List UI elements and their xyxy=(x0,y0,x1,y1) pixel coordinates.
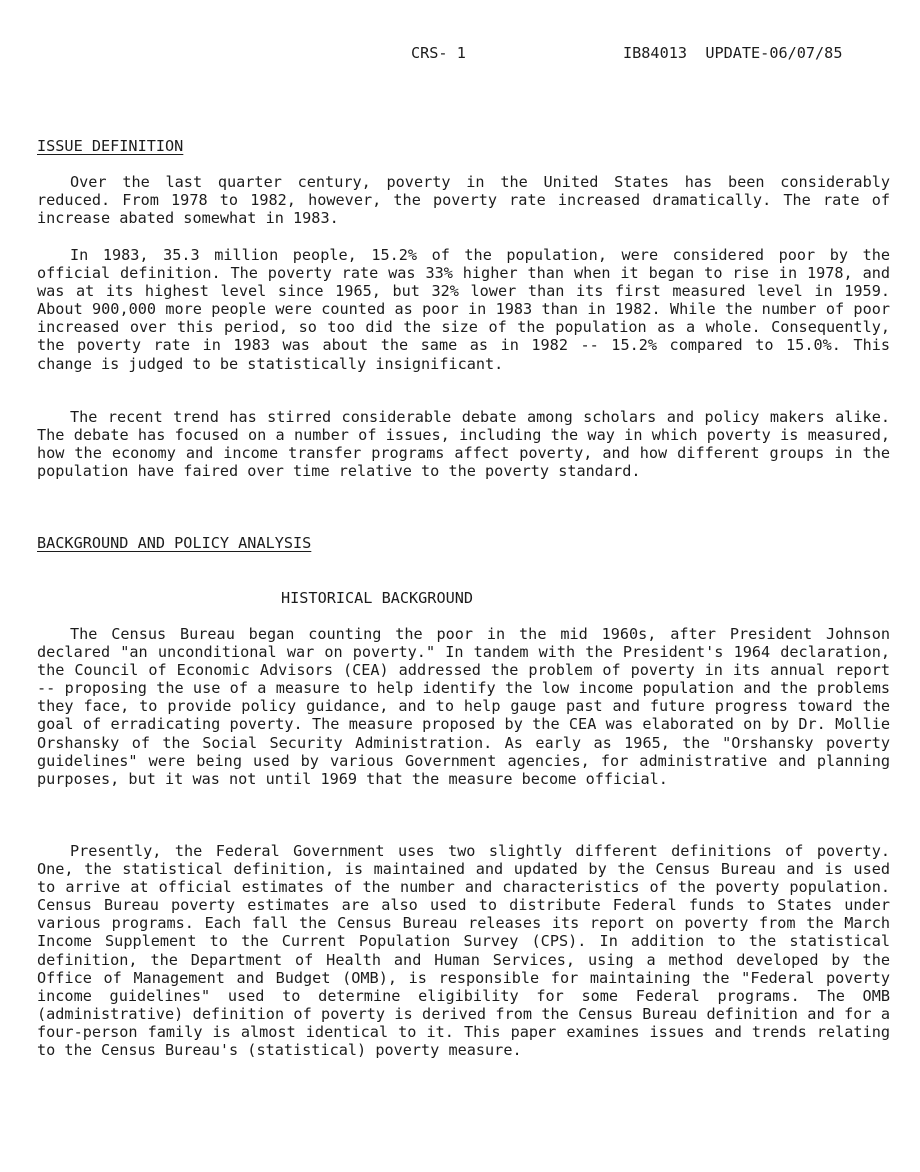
issue-paragraph-1: Over the last quarter century, poverty in the United States has been considerably reduced. From 1978 to 1982, however, the poverty rate increased dramatically. The rate of increase abated somewhat in 1983. xyxy=(37,173,890,228)
background-paragraph-2: Presently, the Federal Government uses two slightly different definitions of poverty. One, the statistical definition, is maintained and updated by the Census Bureau and is used to arrive at official estimates of the number and characteristics of the poverty population. Census Bureau poverty estimates are also used to distribute Federal funds to States under various programs. Each fall the Census Bureau releases its report on poverty from the March Income Supplement to the Current Population Survey (CPS). In addition to the statistical definition, the Department of Health and Human Services, using a method developed by the Office of Management and Budget (OMB), is responsible for maintaining the "Federal poverty income guidelines" used to determine eligibility for some Federal programs. The OMB (administrative) definition of poverty is derived from the Census Bureau definition and for a four-person family is almost identical to it. This paper examines issues and trends relating to the Census Bureau's (statistical) poverty measure. xyxy=(37,842,890,1060)
issue-paragraph-3: The recent trend has stirred considerable debate among scholars and policy makers alike. The debate has focused on a number of issues, including the way in which poverty is measured, how the economy and income transfer programs affect poverty, and how different groups in the population have faired over time relative to the poverty standard. xyxy=(37,408,890,481)
issue-definition-heading: ISSUE DEFINITION xyxy=(37,137,184,155)
background-heading: BACKGROUND AND POLICY ANALYSIS xyxy=(37,534,312,552)
document-id: IB84013 xyxy=(623,44,688,62)
document-id-header xyxy=(623,44,842,62)
update-date: UPDATE-06/07/85 xyxy=(705,44,843,62)
page-label: CRS- 1 xyxy=(411,44,466,62)
background-paragraph-1: The Census Bureau began counting the poor in the mid 1960s, after President Johnson declared "an unconditional war on poverty." In tandem with the President's 1964 declaration, the Council of Economic Advisors (CEA) addressed the problem of poverty in its annual report -- proposing the use of a measure to help identify the low income population and the problems they face, to provide policy guidance, and to help gauge past and future progress toward the goal of erradicating poverty. The measure proposed by the CEA was elaborated on by Dr. Mollie Orshansky of the Social Security Administration. As early as 1965, the "Orshansky poverty guidelines" were being used by various Government agencies, for administrative and planning purposes, but it was not until 1969 that the measure become official. xyxy=(37,625,890,788)
historical-background-subheading: HISTORICAL BACKGROUND xyxy=(281,589,474,607)
issue-paragraph-2: In 1983, 35.3 million people, 15.2% of the population, were considered poor by the official definition. The poverty rate was 33% higher than when it began to rise in 1978, and was at its highest level since 1965, but 32% lower than its first measured level in 1959. About 900,000 more people were counted as poor in 1983 than in 1982. While the number of poor increased over this period, so too did the size of the population as a whole. Consequently, the poverty rate in 1983 was about the same as in 1982 -- 15.2% compared to 15.0%. This change is judged to be statistically insignificant. xyxy=(37,246,890,373)
